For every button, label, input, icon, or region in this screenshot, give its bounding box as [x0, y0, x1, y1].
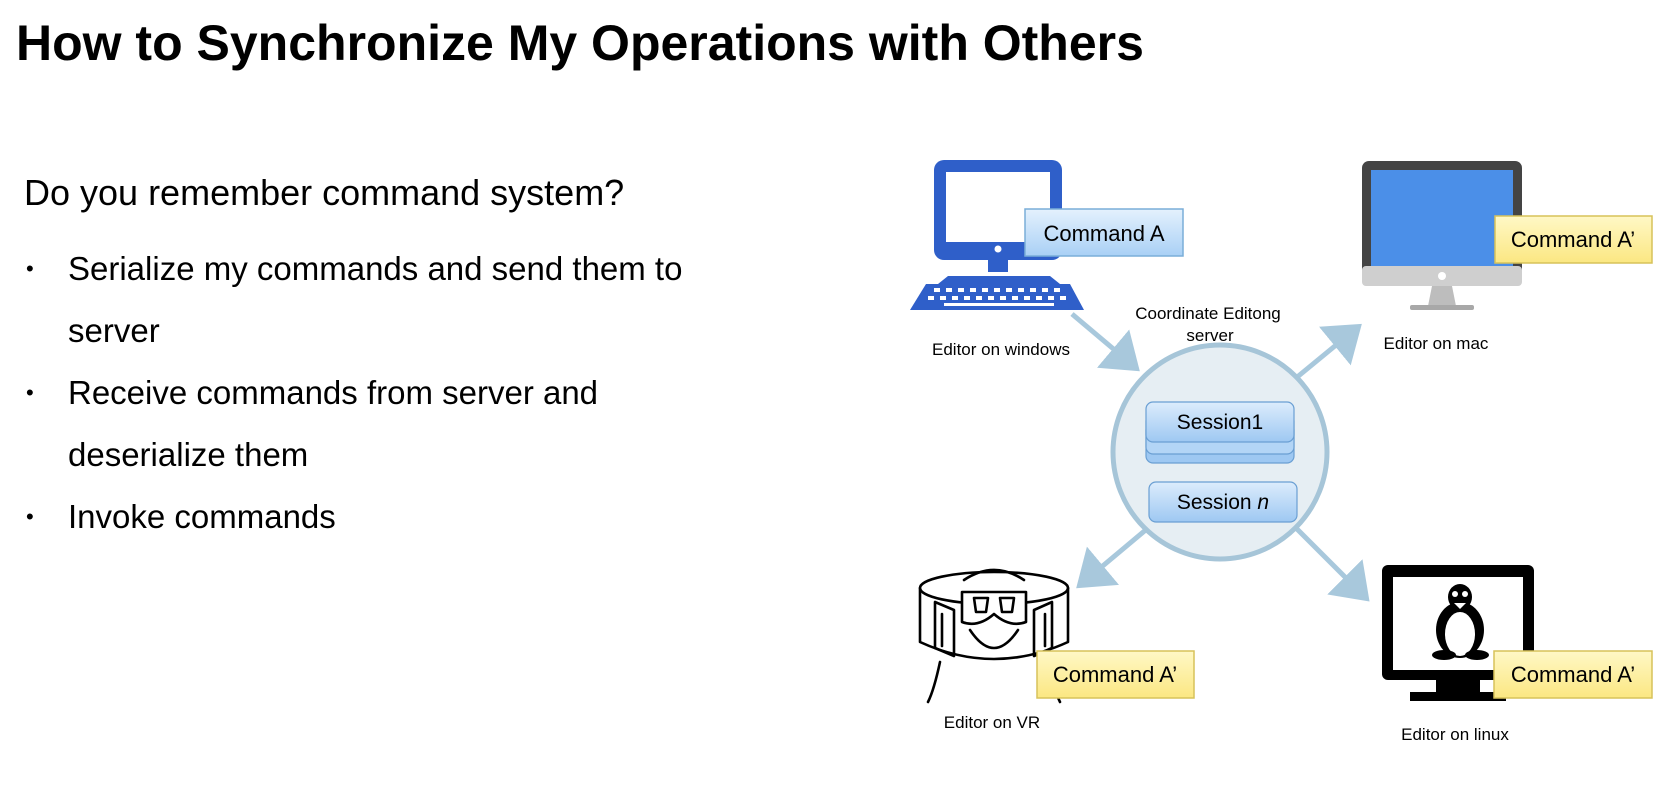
- command-a-prime-mac: [1495, 216, 1652, 263]
- slide-title: How to Synchronize My Operations with Others: [16, 15, 1144, 71]
- bullet-dot: •: [26, 504, 34, 529]
- lead-question: Do you remember command system?: [24, 172, 625, 213]
- vr-editor-label: Editor on VR: [943, 713, 1041, 732]
- command-a-label: Command A: [1043, 221, 1165, 246]
- bullet-text: Receive commands from server and deserialize them: [68, 374, 599, 473]
- windows-editor-label: Editor on windows: [932, 340, 1070, 359]
- arrow-server-to-mac: [1296, 327, 1358, 378]
- command-a-prime-label: Command A’: [1052, 662, 1178, 687]
- session-n-label: Session n: [1176, 491, 1270, 514]
- session-n: [1149, 482, 1297, 522]
- session-stack: [1146, 402, 1294, 463]
- bullet-text: Invoke commands: [68, 498, 336, 535]
- bullet-dot: •: [26, 380, 34, 405]
- mac-editor-label: Editor on mac: [1383, 334, 1489, 353]
- linux-editor-label: Editor on linux: [1401, 725, 1509, 744]
- command-a-prime-label: Command A’: [1510, 662, 1636, 687]
- server-label-line2: server: [1186, 326, 1234, 345]
- arrow-server-to-linux: [1296, 528, 1366, 598]
- command-a-prime-vr: [1037, 651, 1194, 698]
- command-a-prime-label: Command A’: [1510, 227, 1636, 252]
- server-label-line1: Coordinate Editong: [1135, 304, 1281, 323]
- bullet-text: Serialize my commands and send them to server: [68, 250, 683, 349]
- arrow-windows-to-server: [1072, 314, 1136, 368]
- command-a-prime-linux: [1494, 651, 1652, 698]
- arrow-server-to-vr: [1080, 528, 1148, 585]
- command-a-windows: [1025, 209, 1183, 256]
- bullet-dot: •: [26, 256, 34, 281]
- session1-label: Session1: [1176, 411, 1264, 434]
